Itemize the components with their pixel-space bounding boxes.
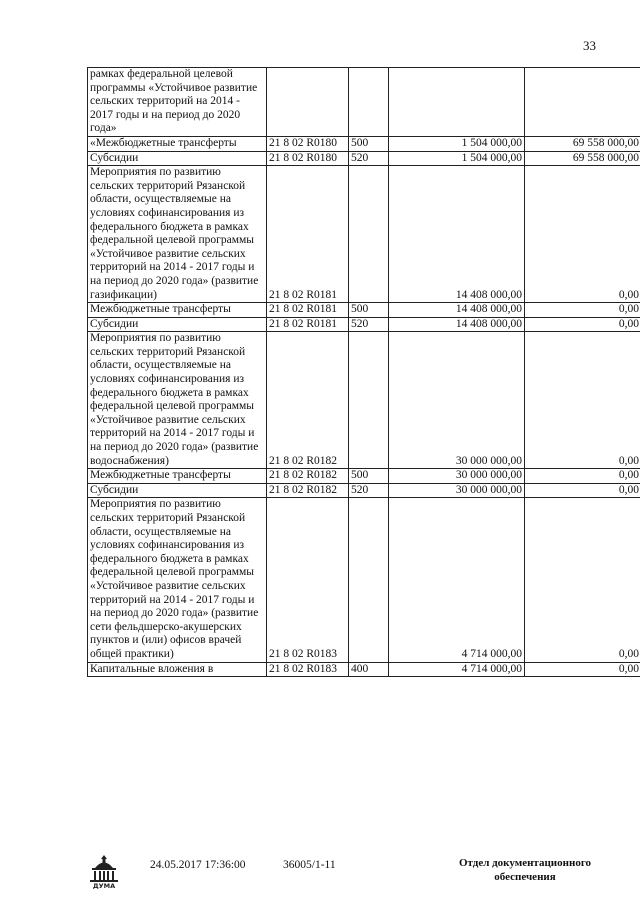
- cell-code: 21 8 02 R0181: [267, 317, 349, 332]
- cell-vr: 500: [349, 303, 389, 318]
- table-row: [88, 332, 640, 469]
- cell-sum2: 0,00: [525, 303, 640, 318]
- cell-sum2: 0,00: [525, 166, 640, 303]
- cell-name: Субсидии: [88, 483, 267, 498]
- page-number: 33: [583, 38, 596, 53]
- cell-sum1: 1 504 000,00: [389, 136, 525, 151]
- budget-table-body: [88, 68, 640, 677]
- cell-sum2: [525, 68, 640, 137]
- cell-vr: 520: [349, 151, 389, 166]
- table-row: [88, 483, 640, 498]
- cell-vr: [349, 166, 389, 303]
- budget-table: [87, 67, 640, 677]
- cell-vr: 500: [349, 469, 389, 484]
- cell-name: Межбюджетные трансферты: [88, 303, 267, 318]
- cell-name: Мероприятия по развитию сельских территорий Рязанской области, осуществляемые на условиях софинансирования из федерального бюджета в рамках федеральной целевой программы «Устойчивое развитие сельских территорий на 2014 - 2017 годы и на период до 2020 года» (развитие водоснабжения): [88, 332, 267, 469]
- cell-sum1: 30 000 000,00: [389, 332, 525, 469]
- duma-logo-icon: [88, 853, 120, 889]
- cell-code: 21 8 02 R0182: [267, 483, 349, 498]
- table-row: [88, 317, 640, 332]
- cell-sum2: 0,00: [525, 662, 640, 677]
- cell-code: 21 8 02 R0180: [267, 136, 349, 151]
- table-row: [88, 303, 640, 318]
- table-row: [88, 151, 640, 166]
- cell-code: 21 8 02 R0180: [267, 151, 349, 166]
- footer-doc-number: 36005/1-11: [283, 859, 336, 871]
- cell-vr: 400: [349, 662, 389, 677]
- cell-name: Мероприятия по развитию сельских территорий Рязанской области, осуществляемые на условиях софинансирования из федерального бюджета в рамках федеральной целевой программы «Устойчивое развитие сельских территорий на 2014 - 2017 годы и на период до 2020 года» (развитие газификации): [88, 166, 267, 303]
- cell-code: 21 8 02 R0183: [267, 662, 349, 677]
- cell-sum2: 0,00: [525, 469, 640, 484]
- table-row: [88, 68, 640, 137]
- cell-vr: [349, 68, 389, 137]
- table-row: [88, 662, 640, 677]
- cell-code: 21 8 02 R0182: [267, 332, 349, 469]
- cell-sum1: 30 000 000,00: [389, 469, 525, 484]
- cell-sum1: [389, 68, 525, 137]
- department-line-2: обеспечения: [494, 871, 556, 883]
- cell-vr: 520: [349, 483, 389, 498]
- cell-sum2: 0,00: [525, 498, 640, 662]
- cell-code: 21 8 02 R0183: [267, 498, 349, 662]
- cell-name: Капитальные вложения в: [88, 662, 267, 677]
- cell-name: Мероприятия по развитию сельских территорий Рязанской области, осуществляемые на условиях софинансирования из федерального бюджета в рамках федеральной целевой программы «Устойчивое развитие сельских территорий на 2014 - 2017 годы и на период до 2020 года» (развитие сети фельдшерско-акушерских пунктов и (или) офисов врачей общей практики): [88, 498, 267, 662]
- cell-sum1: 14 408 000,00: [389, 317, 525, 332]
- cell-vr: 500: [349, 136, 389, 151]
- cell-sum2: 0,00: [525, 483, 640, 498]
- table-row: [88, 166, 640, 303]
- footer-department: [440, 856, 610, 884]
- cell-vr: [349, 498, 389, 662]
- cell-sum2: 69 558 000,00: [525, 136, 640, 151]
- table-row: [88, 498, 640, 662]
- cell-code: 21 8 02 R0181: [267, 166, 349, 303]
- cell-name: Межбюджетные трансферты: [88, 469, 267, 484]
- cell-code: 21 8 02 R0182: [267, 469, 349, 484]
- cell-vr: 520: [349, 317, 389, 332]
- cell-name: Субсидии: [88, 151, 267, 166]
- logo-text: ДУМА: [92, 882, 116, 889]
- cell-sum1: 1 504 000,00: [389, 151, 525, 166]
- table-row: [88, 136, 640, 151]
- cell-vr: [349, 332, 389, 469]
- cell-sum2: 69 558 000,00: [525, 151, 640, 166]
- table-row: [88, 469, 640, 484]
- footer-datetime: 24.05.2017 17:36:00: [150, 859, 246, 871]
- cell-sum1: 14 408 000,00: [389, 166, 525, 303]
- cell-sum2: 0,00: [525, 317, 640, 332]
- cell-code: 21 8 02 R0181: [267, 303, 349, 318]
- cell-sum1: 30 000 000,00: [389, 483, 525, 498]
- cell-name: Субсидии: [88, 317, 267, 332]
- cell-name: рамках федеральной целевой программы «Устойчивое развитие сельских территорий на 2014 - 2017 годы и на период до 2020 года»: [88, 68, 267, 137]
- cell-name: «Межбюджетные трансферты: [88, 136, 267, 151]
- cell-sum2: 0,00: [525, 332, 640, 469]
- cell-sum1: 4 714 000,00: [389, 498, 525, 662]
- cell-sum1: 14 408 000,00: [389, 303, 525, 318]
- department-line-1: Отдел документационного: [458, 857, 592, 869]
- cell-sum1: 4 714 000,00: [389, 662, 525, 677]
- cell-code: [267, 68, 349, 137]
